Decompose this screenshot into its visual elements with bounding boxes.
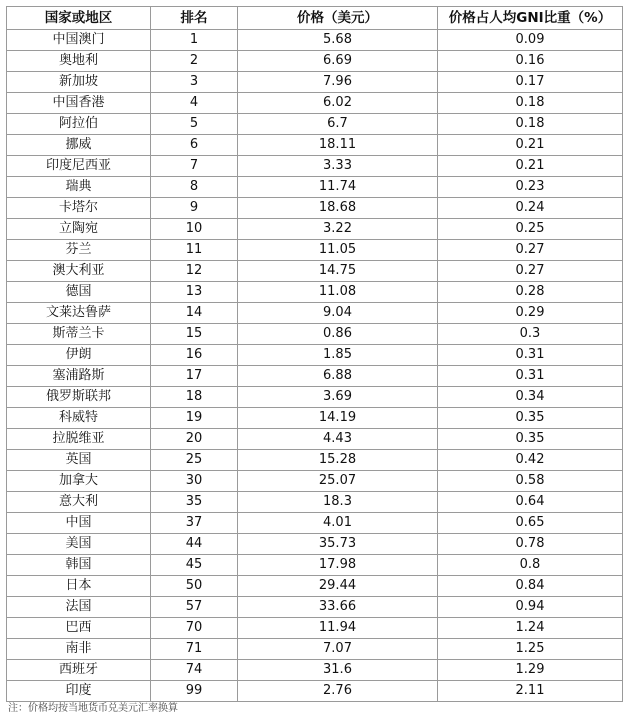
broadband-price-table — [6, 6, 623, 702]
cell-gni-share: 1.29 — [438, 660, 623, 681]
table-row — [7, 492, 623, 513]
cell-rank: 19 — [151, 408, 238, 429]
table-row — [7, 660, 623, 681]
cell-price: 18.68 — [238, 198, 438, 219]
header-rank: 排名 — [151, 7, 238, 30]
cell-price: 11.74 — [238, 177, 438, 198]
cell-price: 7.07 — [238, 639, 438, 660]
table-row — [7, 135, 623, 156]
cell-country: 俄罗斯联邦 — [7, 387, 151, 408]
cell-country: 法国 — [7, 597, 151, 618]
cell-price: 11.94 — [238, 618, 438, 639]
header-price: 价格（美元） — [238, 7, 438, 30]
table-row — [7, 156, 623, 177]
cell-rank: 1 — [151, 30, 238, 51]
cell-country: 斯蒂兰卡 — [7, 324, 151, 345]
cell-country: 南非 — [7, 639, 151, 660]
table-row — [7, 198, 623, 219]
header-gni-share: 价格占人均GNI比重（%） — [438, 7, 623, 30]
cell-country: 日本 — [7, 576, 151, 597]
cell-gni-share: 0.31 — [438, 366, 623, 387]
cell-price: 7.96 — [238, 72, 438, 93]
cell-rank: 35 — [151, 492, 238, 513]
cell-rank: 9 — [151, 198, 238, 219]
cell-country: 中国澳门 — [7, 30, 151, 51]
cell-gni-share: 0.23 — [438, 177, 623, 198]
table-row — [7, 534, 623, 555]
table-row — [7, 282, 623, 303]
cell-country: 印度尼西亚 — [7, 156, 151, 177]
table-row — [7, 618, 623, 639]
cell-rank: 14 — [151, 303, 238, 324]
cell-country: 伊朗 — [7, 345, 151, 366]
cell-rank: 37 — [151, 513, 238, 534]
footnote: 注：价格均按当地货币兑美元汇率换算 — [8, 703, 178, 714]
table-row — [7, 303, 623, 324]
cell-country: 阿拉伯 — [7, 114, 151, 135]
cell-country: 拉脱维亚 — [7, 429, 151, 450]
cell-country: 中国 — [7, 513, 151, 534]
cell-gni-share: 0.34 — [438, 387, 623, 408]
cell-country: 中国香港 — [7, 93, 151, 114]
cell-rank: 45 — [151, 555, 238, 576]
cell-price: 18.3 — [238, 492, 438, 513]
cell-price: 35.73 — [238, 534, 438, 555]
cell-rank: 12 — [151, 261, 238, 282]
cell-price: 11.08 — [238, 282, 438, 303]
cell-gni-share: 0.35 — [438, 408, 623, 429]
table-row — [7, 30, 623, 51]
cell-gni-share: 0.09 — [438, 30, 623, 51]
cell-country: 印度 — [7, 681, 151, 702]
cell-rank: 5 — [151, 114, 238, 135]
cell-country: 瑞典 — [7, 177, 151, 198]
table-row — [7, 471, 623, 492]
cell-country: 奥地利 — [7, 51, 151, 72]
table-row — [7, 555, 623, 576]
cell-rank: 17 — [151, 366, 238, 387]
cell-country: 巴西 — [7, 618, 151, 639]
table-row — [7, 597, 623, 618]
cell-price: 6.69 — [238, 51, 438, 72]
cell-gni-share: 0.21 — [438, 135, 623, 156]
cell-rank: 70 — [151, 618, 238, 639]
cell-gni-share: 0.28 — [438, 282, 623, 303]
cell-price: 15.28 — [238, 450, 438, 471]
cell-rank: 10 — [151, 219, 238, 240]
table-row — [7, 261, 623, 282]
cell-price: 5.68 — [238, 30, 438, 51]
cell-country: 英国 — [7, 450, 151, 471]
cell-price: 3.69 — [238, 387, 438, 408]
cell-price: 0.86 — [238, 324, 438, 345]
cell-gni-share: 0.17 — [438, 72, 623, 93]
cell-rank: 30 — [151, 471, 238, 492]
cell-gni-share: 0.64 — [438, 492, 623, 513]
table-row — [7, 366, 623, 387]
cell-rank: 13 — [151, 282, 238, 303]
table-row — [7, 93, 623, 114]
cell-price: 3.22 — [238, 219, 438, 240]
cell-country: 加拿大 — [7, 471, 151, 492]
table-body — [7, 30, 623, 702]
cell-country: 美国 — [7, 534, 151, 555]
cell-price: 11.05 — [238, 240, 438, 261]
cell-gni-share: 0.94 — [438, 597, 623, 618]
cell-rank: 4 — [151, 93, 238, 114]
cell-gni-share: 0.84 — [438, 576, 623, 597]
table-row — [7, 387, 623, 408]
cell-gni-share: 0.16 — [438, 51, 623, 72]
cell-gni-share: 0.42 — [438, 450, 623, 471]
table-row — [7, 576, 623, 597]
cell-price: 4.01 — [238, 513, 438, 534]
cell-gni-share: 0.35 — [438, 429, 623, 450]
cell-gni-share: 0.27 — [438, 261, 623, 282]
cell-rank: 6 — [151, 135, 238, 156]
cell-country: 西班牙 — [7, 660, 151, 681]
cell-price: 31.6 — [238, 660, 438, 681]
cell-country: 韩国 — [7, 555, 151, 576]
cell-rank: 2 — [151, 51, 238, 72]
cell-gni-share: 0.65 — [438, 513, 623, 534]
cell-gni-share: 0.25 — [438, 219, 623, 240]
table-row — [7, 219, 623, 240]
header-country: 国家或地区 — [7, 7, 151, 30]
cell-rank: 74 — [151, 660, 238, 681]
cell-country: 科威特 — [7, 408, 151, 429]
cell-gni-share: 0.31 — [438, 345, 623, 366]
cell-price: 14.75 — [238, 261, 438, 282]
table-row — [7, 513, 623, 534]
cell-rank: 20 — [151, 429, 238, 450]
cell-price: 1.85 — [238, 345, 438, 366]
table-row — [7, 408, 623, 429]
cell-country: 立陶宛 — [7, 219, 151, 240]
cell-gni-share: 0.18 — [438, 114, 623, 135]
cell-rank: 25 — [151, 450, 238, 471]
cell-rank: 7 — [151, 156, 238, 177]
cell-gni-share: 0.27 — [438, 240, 623, 261]
cell-gni-share: 0.3 — [438, 324, 623, 345]
cell-rank: 57 — [151, 597, 238, 618]
cell-rank: 50 — [151, 576, 238, 597]
cell-gni-share: 0.18 — [438, 93, 623, 114]
table-row — [7, 240, 623, 261]
table-row — [7, 429, 623, 450]
cell-rank: 16 — [151, 345, 238, 366]
cell-country: 澳大利亚 — [7, 261, 151, 282]
table-row — [7, 114, 623, 135]
cell-price: 17.98 — [238, 555, 438, 576]
cell-country: 芬兰 — [7, 240, 151, 261]
table-row — [7, 324, 623, 345]
cell-price: 33.66 — [238, 597, 438, 618]
cell-gni-share: 1.24 — [438, 618, 623, 639]
broadband-price-table-container — [6, 6, 622, 702]
cell-price: 18.11 — [238, 135, 438, 156]
cell-gni-share: 2.11 — [438, 681, 623, 702]
cell-rank: 71 — [151, 639, 238, 660]
cell-country: 塞浦路斯 — [7, 366, 151, 387]
cell-rank: 44 — [151, 534, 238, 555]
table-row — [7, 639, 623, 660]
cell-price: 2.76 — [238, 681, 438, 702]
cell-gni-share: 0.21 — [438, 156, 623, 177]
cell-rank: 8 — [151, 177, 238, 198]
cell-country: 卡塔尔 — [7, 198, 151, 219]
cell-price: 6.88 — [238, 366, 438, 387]
cell-price: 6.02 — [238, 93, 438, 114]
cell-country: 新加坡 — [7, 72, 151, 93]
cell-rank: 18 — [151, 387, 238, 408]
cell-country: 德国 — [7, 282, 151, 303]
cell-gni-share: 0.24 — [438, 198, 623, 219]
table-row — [7, 177, 623, 198]
cell-gni-share: 0.8 — [438, 555, 623, 576]
cell-rank: 15 — [151, 324, 238, 345]
table-row — [7, 72, 623, 93]
cell-price: 3.33 — [238, 156, 438, 177]
cell-gni-share: 0.29 — [438, 303, 623, 324]
cell-rank: 11 — [151, 240, 238, 261]
cell-gni-share: 0.58 — [438, 471, 623, 492]
table-header — [7, 7, 623, 30]
cell-price: 14.19 — [238, 408, 438, 429]
cell-rank: 99 — [151, 681, 238, 702]
header-row — [7, 7, 623, 30]
cell-price: 25.07 — [238, 471, 438, 492]
cell-gni-share: 0.78 — [438, 534, 623, 555]
table-row — [7, 345, 623, 366]
cell-price: 9.04 — [238, 303, 438, 324]
cell-price: 4.43 — [238, 429, 438, 450]
table-row — [7, 450, 623, 471]
cell-rank: 3 — [151, 72, 238, 93]
cell-country: 意大利 — [7, 492, 151, 513]
cell-country: 挪威 — [7, 135, 151, 156]
cell-price: 6.7 — [238, 114, 438, 135]
cell-country: 文莱达鲁萨 — [7, 303, 151, 324]
table-row — [7, 51, 623, 72]
cell-gni-share: 1.25 — [438, 639, 623, 660]
cell-price: 29.44 — [238, 576, 438, 597]
